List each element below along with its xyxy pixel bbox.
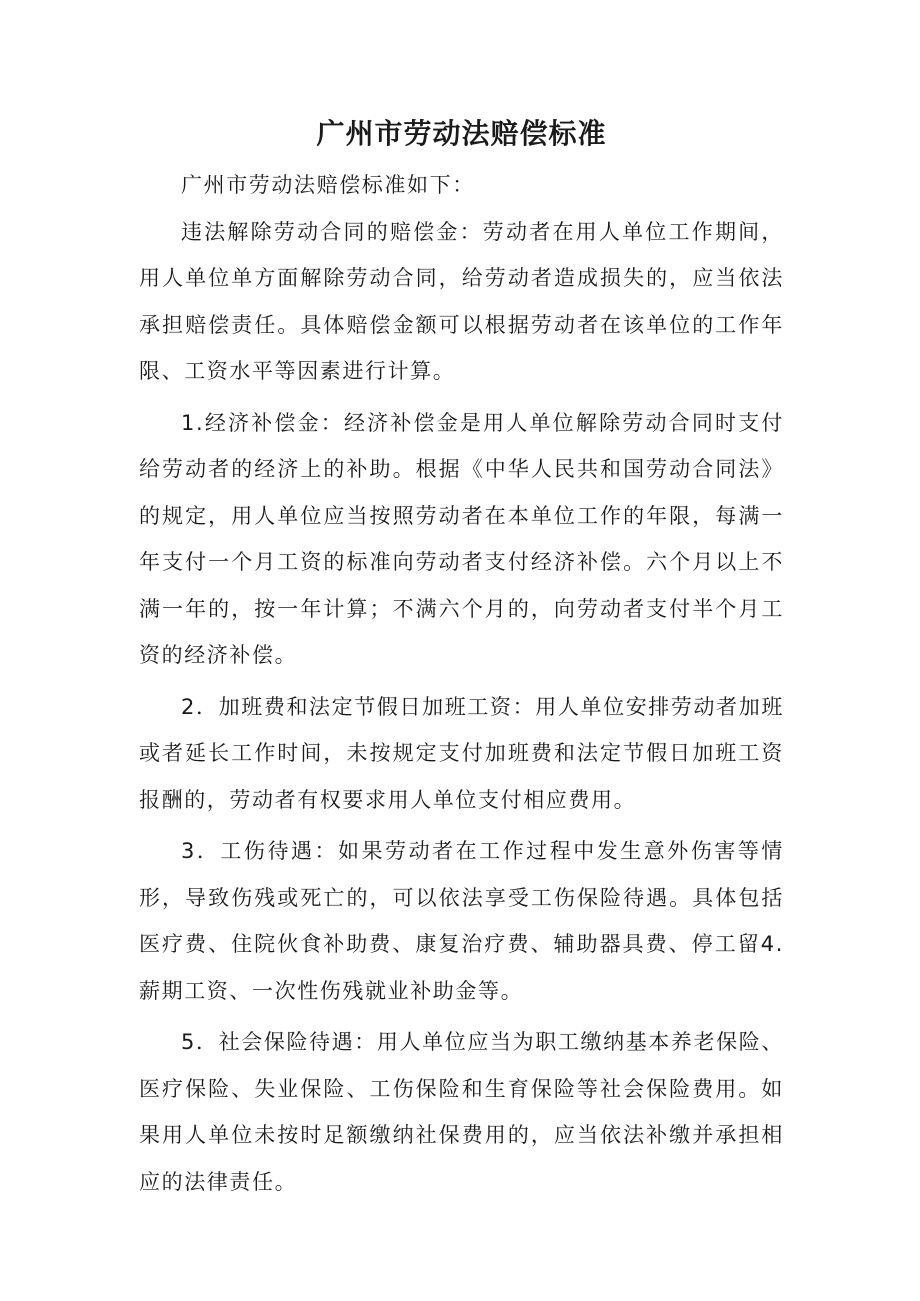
- intro-paragraph: 广州市劳动法赔偿标准如下：: [181, 173, 475, 197]
- paragraph-work-injury: 3．工伤待遇：如果劳动者在工作过程中发生意外伤害等情形，导致伤残或死亡的，可以依法享受工伤保险待遇。具体包括医疗费、住院伙食补助费、康复治疗费、辅助器具费、停工留4.薪期工资、一次性伤残就业补助金等。: [139, 839, 784, 1003]
- document-title: 广州市劳动法赔偿标准: [316, 117, 607, 150]
- paragraph-economic-compensation: 1.经济补偿金：经济补偿金是用人单位解除劳动合同时支付给劳动者的经济上的补助。根据《中华人民共和国劳动合同法》的规定，用人单位应当按照劳动者在本单位工作的年限，每满一年支付一个月工资的标准向劳动者支付经济补偿。六个月以上不满一年的，按一年计算；不满六个月的，向劳动者支付半个月工资的经济补偿。: [139, 410, 784, 667]
- paragraph-illegal-termination: 违法解除劳动合同的赔偿金：劳动者在用人单位工作期间，用人单位单方面解除劳动合同，给劳动者造成损失的，应当依法承担赔偿责任。具体赔偿金额可以根据劳动者在该单位的工作年限、工资水平等因素进行计算。: [139, 219, 784, 383]
- document-page: [139, 0, 784, 1205]
- paragraph-social-insurance: 5．社会保险待遇：用人单位应当为职工缴纳基本养老保险、医疗保险、失业保险、工伤保险和生育保险等社会保险费用。如果用人单位未按时足额缴纳社保费用的，应当依法补缴并承担相应的法律责任。: [139, 1030, 784, 1194]
- paragraph-overtime-pay: 2．加班费和法定节假日加班工资：用人单位安排劳动者加班或者延长工作时间，未按规定支付加班费和法定节假日加班工资报酬的，劳动者有权要求用人单位支付相应费用。: [139, 694, 784, 812]
